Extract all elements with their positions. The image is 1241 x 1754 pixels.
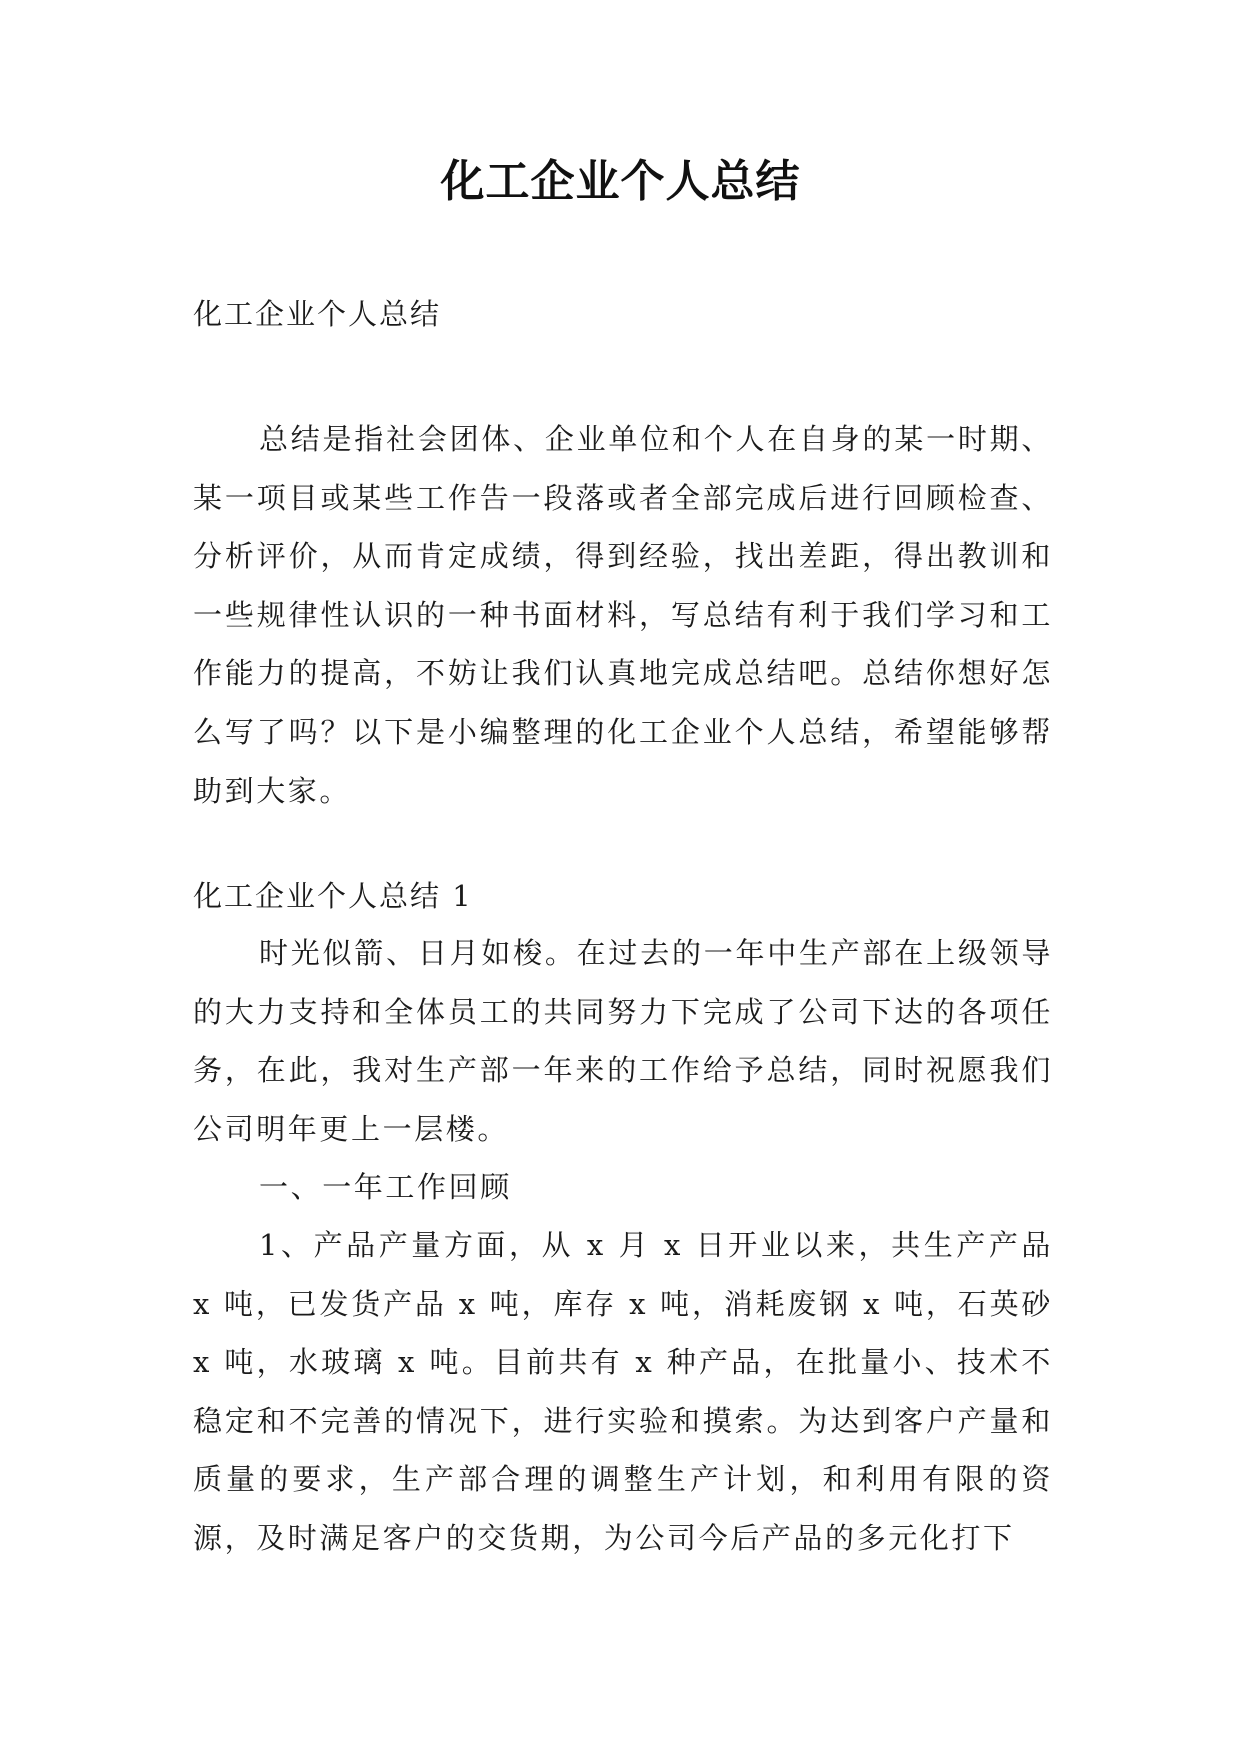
intro-paragraph: 总结是指社会团体、企业单位和个人在自身的某一时期、某一项目或某些工作告一段落或者全部完成后进行回顾检查、分析评价，从而肯定成绩，得到经验，找出差距，得出教训和一些规律性认识的一种书面材料，写总结有利于我们学习和工作能力的提高，不妨让我们认真地完成总结吧。总结你想好怎么写了吗？以下是小编整理的化工企业个人总结，希望能够帮助到大家。 bbox=[193, 422, 1053, 808]
section-paragraph-2: 1、产品产量方面，从 x 月 x 日开业以来，共生产产品 x 吨，已发货产品 x 吨，库存 x 吨，消耗废钢 x 吨，石英砂 x 吨，水玻璃 x 吨。目前共有 x 种产品，在批量小、技术不稳定和不完善的情况下，进行实验和摸索。为达到客户产量和质量的要求，生产部合理的调整生产计划，和利用有限的资源，及时满足客户的交货期，为公司今后产品的多元化打下 bbox=[193, 1228, 1053, 1555]
section-heading: 一、一年工作回顾 bbox=[259, 1170, 512, 1204]
document-subtitle: 化工企业个人总结 bbox=[193, 297, 442, 331]
section-title: 化工企业个人总结 1 bbox=[193, 879, 473, 913]
section-paragraph-1: 时光似箭、日月如梭。在过去的一年中生产部在上级领导的大力支持和全体员工的共同努力下完成了公司下达的各项任务，在此，我对生产部一年来的工作给予总结，同时祝愿我们公司明年更上一层楼。 bbox=[193, 936, 1053, 1146]
document-title: 化工企业个人总结 bbox=[440, 156, 801, 207]
